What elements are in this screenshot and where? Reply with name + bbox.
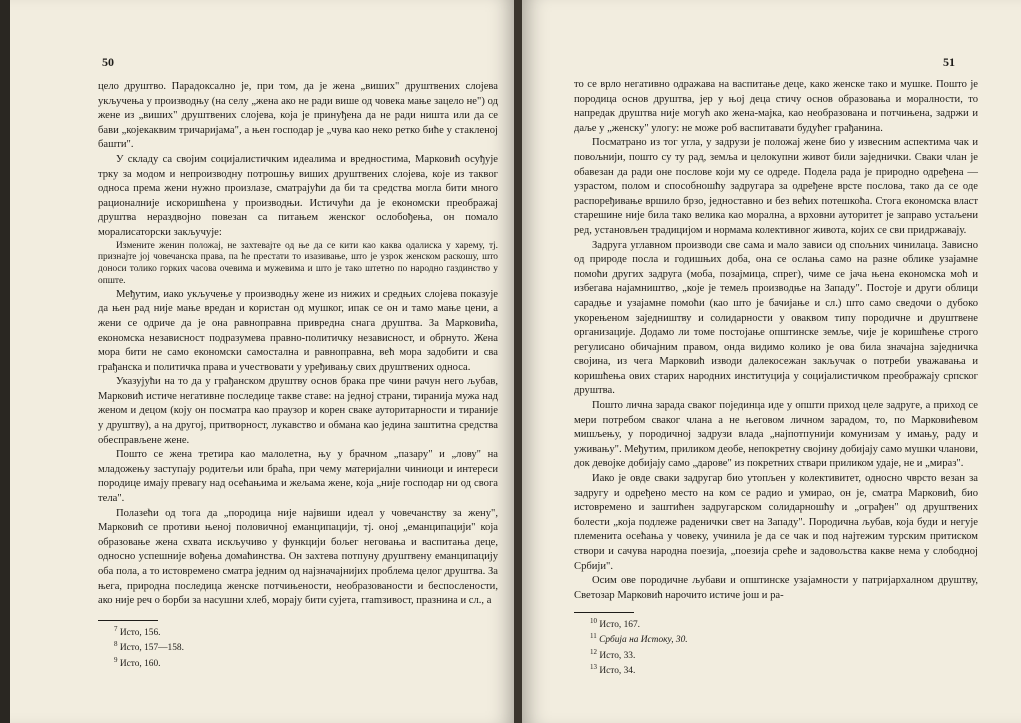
page-number: 51 — [943, 55, 955, 69]
footnotes — [590, 616, 688, 677]
footnote-rule — [98, 620, 158, 621]
paragraph: Осим ове породичне љубави и општинске узајамности у патријархалном друштву, Светозар Марковић нарочито истиче још и ра- — [574, 575, 978, 601]
paragraph: Посматрано из тог угла, у задрузи је положај жене био у извесним аспектима чак и повољнији, пошто су ту рад, земља и целокупни живот били заједнички. Сваки члан је обавезан да ради оне послове који му се одреде. Подела рада је природно одређена — узрастом, полом и способношћу задругара за одређене врсте послова, тако да се оде распоређивање вршило брзо, једноставно и без већих потешкоћа. Стога економска власт старешине није била тако велика као морална, а врховни ауторитет је заправо устаљени ред, установљен традицијом и нормама колективног живота, којих се сви придржавају. — [574, 137, 978, 236]
footnote: $^{11}$ Србија на Истоку, 30. — [590, 632, 688, 646]
left-page — [10, 0, 515, 723]
page-number: 50 — [102, 55, 114, 69]
paragraph: то се врло негативно одражава на васпитање деце, како женске тако и мушке. Пошто је породица основ друштва, јер у њој деца стичу основ образовања и моралности, то напредак друштва није могућ ако жена-мајка, као необразована и потчињена, задржи и даље у „женску" улогу: не може роб васпитавати будућег грађанина. — [574, 79, 978, 134]
footnote: $^9$ Исто, 160. — [114, 655, 161, 669]
paragraph: Пошто се жена третира као малолетна, њу у брачном „пазару" и „лову" на младожењу заступају родитељи или браћа, при чему материјални чиниоци и интереси породице имају превагу над осећањима и жељама жене, која „није господар ни од свога тела". — [98, 449, 498, 505]
footnote: $^{10}$ Исто, 167. — [590, 617, 641, 631]
paragraph: Пошто лична зарада сваког појединца иде у општи приход целе задруге, а приход се мери потребом сваког члана а не његовом личном зарадом, то, по Марковићевом мишљењу, у породичној задрузи влада „најпотпунији комунизам у имању, раду и уживању". Међутим, приликом деобе, непокретну својину добијају само мушки чланови, док девојке добијају само „дарове" из покретних ствари приликом удаје, не и „мираз". — [574, 400, 978, 470]
paragraph: Међутим, иако укључење у производњу жене из нижих и средњих слојева показује да њен рад није мање вредан и користан од мушког, ипак се он и тамо мање цени, а жени се одриче да је она равноправна привредна снага друштва. За Марковића, економска независност подразумева правно-политичку независност, и обрнуто. Жена мора бити не само економски самостална и равноправна, већ мора задобити и сва грађанска и политичка права и учествовати у уређивању свих друштвених односа. — [98, 288, 498, 373]
paragraph: Задруга углавном производи све сама и мало зависи од спољних чинилаца. Зависно од природе посла и годишњих доба, она се ослања само на разне облике узајамне помоћи других задруга (моба, позајмица, спрег), чиме се јача њена економска моћ и избегава најамништво, „које је темељ производње на Западу". Постоје и други облици сарадње и узајамне помоћи (као што је бачијање и сл.) што само сведочи о дубоко укорењеном заједништву и солидарности у оваквом типу породичне и друштвене организације. Додамо ли томе постојање општинске земље, чије је коришћење строго регулисано обичајним правом, онда видимо колико је ова била значајна заједничка својина, из чега Марковић изводи далекосежан закључак о потреби уважавања и коришћења ових старих народних институција у социјалистичком преображају српског друштва. — [574, 239, 978, 397]
footnotes — [114, 624, 184, 670]
body-text — [98, 80, 498, 609]
footnote: $^7$ Исто, 156. — [114, 625, 161, 639]
paragraph: Указујући на то да у грађанском друштву основ брака пре чини рачун него љубав, Марковић истиче негативне последице такве ставе: на једној страни, тиранија мужа над женом и децом (коју он посматра као праузор и корен сваке ауторитарности и тираније у друштву), а на другој, притворност, лукавство и обмана као једина заштитна средства обесправљене жене. — [98, 376, 498, 446]
block-quote: Измените женин положај, не захтевајте од ње да се кити као каква одалиска у харему, тј. признајте јој човечанска права, па ће престати то изазивање, што је узрок женском раскошу, што доноси толико горких часова очевима и мужевима и што је тако штетно по народно газдинство у опште. — [98, 240, 498, 286]
paragraph: У складу са својим социјалистичким идеалима и вредностима, Марковић осуђује трку за модом и непроизводну потрошњу виших друштвених слојева, које из таквог односа према жени нужно произлазе, сматрајући да би та средства могла бити много рационалније искоришћена у производњи. Истичући да је економски преображај друштва нераздвојно повезан са питањем женског ослобођења, он помало моралисаторски закључује: — [98, 153, 498, 238]
footnote: $^{12}$ Исто, 33. — [590, 647, 636, 661]
paragraph: Полазећи од тога да „породица није највиши идеал у човечанству за жену", Марковић се противи њеној половичној еманципацији, тј. оној „еманципацији" која образовање жена схвата искључиво у функцији бољег неговања и васпитања деце, односно успешније вођења домаћинства. Он захтева потпуну друштвену еманципацију оба пола, а то истовремено сматра једним од најзначајнијих проблема целог друштва. За њега, природна последица женске потчињености, необразованости и беспослености, ако није реч о борби за насушни хлеб, морају бити сујета, гramзивост, празнина и сл., а — [98, 507, 498, 607]
paragraph: цело друштво. Парадоксално је, при том, да је жена „виших" друштвених слојева укључења у производњу (на селу „жена ако не ради више од човека мање зацело не") од жене из „виших" друштвених слојева, која је принуђена да не ради ништа или да се бави „којекаквим тричаријама", а њен господар је „чува као неко ретко биће у стакленој башти". — [98, 81, 498, 151]
footnote: $^8$ Исто, 157—158. — [114, 640, 184, 654]
footnote: $^{13}$ Исто, 34. — [590, 662, 636, 677]
paragraph: Иако је овде сваки задругар био утопљен у колективитет, односно чврсто везан за задругу и одређено место на ком се радио и умирао, он је, сматра Марковић, био истовремено и заштићен задругарском солидарношћу и „ограђен" од друштвених болести „која подлеже раденички свет на Западу". Породична љубав, која буди и негује племенита осећања у човеку, учинила је да се чак и под најтежим турским притиском створи и сачува народна поезија, „поезија среће и задовољства какве нема у слободној Србији". — [574, 473, 978, 572]
body-text — [574, 78, 978, 603]
right-page — [522, 0, 1021, 723]
footnote-rule — [574, 612, 634, 613]
